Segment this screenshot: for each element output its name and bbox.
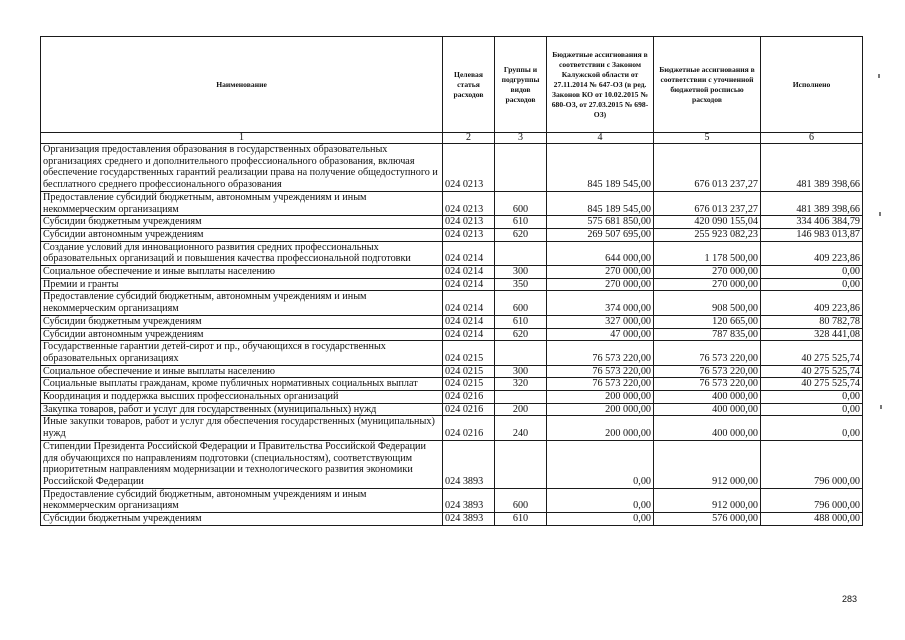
row-name: Предоставление субсидий бюджетным, автономным учреждениям и иным некоммерческим организациям (41, 191, 443, 215)
row-target-article: 024 0213 (443, 144, 495, 192)
row-name: Государственные гарантии детей-сирот и пр., обучающихся в государственных образовательных организациях (41, 341, 443, 365)
row-target-article: 024 3893 (443, 440, 495, 488)
row-refined-amount: 270 000,00 (654, 266, 761, 279)
row-law-amount: 327 000,00 (547, 315, 654, 328)
column-number: 1 (41, 133, 443, 144)
row-executed-amount: 40 275 525,74 (761, 378, 863, 391)
row-name: Закупка товаров, работ и услуг для государственных (муниципальных) нужд (41, 403, 443, 416)
row-target-article: 024 0213 (443, 191, 495, 215)
row-law-amount: 270 000,00 (547, 278, 654, 291)
row-name: Координация и поддержка высших профессиональных организаций (41, 391, 443, 404)
table-row (41, 278, 863, 291)
row-law-amount: 76 573 220,00 (547, 341, 654, 365)
row-law-amount: 200 000,00 (547, 391, 654, 404)
budget-execution-table (40, 36, 863, 526)
row-name: Иные закупки товаров, работ и услуг для обеспечения государственных (муниципальных) нужд (41, 416, 443, 440)
row-law-amount: 575 681 850,00 (547, 216, 654, 229)
row-refined-amount: 787 835,00 (654, 328, 761, 341)
row-executed-amount: 0,00 (761, 391, 863, 404)
row-executed-amount: 146 983 013,87 (761, 228, 863, 241)
row-name: Субсидии бюджетным учреждениям (41, 315, 443, 328)
row-name: Социальное обеспечение и иные выплаты населению (41, 365, 443, 378)
table-row (41, 513, 863, 526)
row-refined-amount: 400 000,00 (654, 416, 761, 440)
row-expense-group: 610 (495, 216, 547, 229)
row-refined-amount: 400 000,00 (654, 391, 761, 404)
row-expense-group: 620 (495, 328, 547, 341)
row-refined-amount: 908 500,00 (654, 291, 761, 315)
row-name: Социальное обеспечение и иные выплаты населению (41, 266, 443, 279)
row-law-amount: 644 000,00 (547, 241, 654, 265)
row-expense-group: 320 (495, 378, 547, 391)
row-name: Предоставление субсидий бюджетным, автономным учреждениям и иным некоммерческим организациям (41, 291, 443, 315)
row-name: Субсидии бюджетным учреждениям (41, 216, 443, 229)
margin-mark (878, 74, 880, 78)
row-name: Субсидии автономным учреждениям (41, 328, 443, 341)
table-row (41, 378, 863, 391)
row-name: Стипендии Президента Российской Федерации и Правительства Российской Федерации для обучающихся по направлениям подготовки (специальностям), соответствующим приоритетным направлениям модернизации и технологического развития экономики Российской Федерации (41, 440, 443, 488)
row-target-article: 024 0214 (443, 328, 495, 341)
row-refined-amount: 420 090 155,04 (654, 216, 761, 229)
column-number: 5 (654, 133, 761, 144)
row-expense-group: 300 (495, 365, 547, 378)
table-row (41, 191, 863, 215)
row-name: Субсидии автономным учреждениям (41, 228, 443, 241)
row-name: Организация предоставления образования в государственных образовательных организациях среднего и дополнительного профессионального образования, включая обеспечение государственных гарантий реализации права на получение общедоступного и бесплатного среднего профессионального образования (41, 144, 443, 192)
row-target-article: 024 0214 (443, 291, 495, 315)
row-expense-group (495, 241, 547, 265)
row-expense-group (495, 391, 547, 404)
column-number-row (41, 133, 863, 144)
row-expense-group: 600 (495, 291, 547, 315)
row-refined-amount: 76 573 220,00 (654, 378, 761, 391)
table-header (41, 37, 863, 133)
row-law-amount: 0,00 (547, 488, 654, 512)
row-expense-group: 610 (495, 513, 547, 526)
row-executed-amount: 0,00 (761, 266, 863, 279)
row-executed-amount: 481 389 398,66 (761, 191, 863, 215)
row-expense-group: 600 (495, 488, 547, 512)
table-row (41, 403, 863, 416)
row-executed-amount: 0,00 (761, 278, 863, 291)
table-row (41, 144, 863, 192)
row-refined-amount: 76 573 220,00 (654, 365, 761, 378)
row-expense-group: 200 (495, 403, 547, 416)
row-target-article: 024 0215 (443, 341, 495, 365)
row-target-article: 024 0215 (443, 378, 495, 391)
row-executed-amount: 488 000,00 (761, 513, 863, 526)
row-executed-amount: 334 406 384,79 (761, 216, 863, 229)
table-body (41, 133, 863, 526)
row-target-article: 024 0213 (443, 216, 495, 229)
row-expense-group: 620 (495, 228, 547, 241)
row-target-article: 024 0214 (443, 266, 495, 279)
row-refined-amount: 912 000,00 (654, 488, 761, 512)
column-number: 6 (761, 133, 863, 144)
row-expense-group: 300 (495, 266, 547, 279)
row-refined-amount: 676 013 237,27 (654, 191, 761, 215)
row-expense-group: 350 (495, 278, 547, 291)
column-number: 3 (495, 133, 547, 144)
table-row (41, 440, 863, 488)
row-refined-amount: 76 573 220,00 (654, 341, 761, 365)
table-row (41, 266, 863, 279)
header-law-appropriations: Бюджетные ассигнования в соответствии с Законом Калужской области от 27.11.2014 № 647-ОЗ (в ред. Законов КО от 10.02.2015 № 680-ОЗ, от 27.03.2015 № 698-ОЗ) (547, 37, 654, 133)
row-executed-amount: 80 782,78 (761, 315, 863, 328)
row-law-amount: 269 507 695,00 (547, 228, 654, 241)
row-executed-amount: 796 000,00 (761, 488, 863, 512)
margin-mark (879, 212, 881, 216)
row-law-amount: 845 189 545,00 (547, 144, 654, 192)
row-refined-amount: 912 000,00 (654, 440, 761, 488)
row-executed-amount: 0,00 (761, 403, 863, 416)
row-target-article: 024 0214 (443, 278, 495, 291)
column-number: 4 (547, 133, 654, 144)
table-row (41, 328, 863, 341)
row-law-amount: 845 189 545,00 (547, 191, 654, 215)
table-row (41, 291, 863, 315)
row-refined-amount: 576 000,00 (654, 513, 761, 526)
row-refined-amount: 1 178 500,00 (654, 241, 761, 265)
row-law-amount: 374 000,00 (547, 291, 654, 315)
header-target-article: Целевая статья расходов (443, 37, 495, 133)
column-number: 2 (443, 133, 495, 144)
table-row (41, 315, 863, 328)
row-expense-group (495, 144, 547, 192)
row-refined-amount: 270 000,00 (654, 278, 761, 291)
row-executed-amount: 40 275 525,74 (761, 341, 863, 365)
row-refined-amount: 676 013 237,27 (654, 144, 761, 192)
row-law-amount: 0,00 (547, 440, 654, 488)
row-law-amount: 0,00 (547, 513, 654, 526)
row-expense-group: 610 (495, 315, 547, 328)
row-name: Субсидии бюджетным учреждениям (41, 513, 443, 526)
table-row (41, 391, 863, 404)
row-executed-amount: 0,00 (761, 416, 863, 440)
row-target-article: 024 0213 (443, 228, 495, 241)
row-law-amount: 200 000,00 (547, 403, 654, 416)
row-refined-amount: 255 923 082,23 (654, 228, 761, 241)
row-executed-amount: 481 389 398,66 (761, 144, 863, 192)
row-target-article: 024 0216 (443, 391, 495, 404)
table-row (41, 228, 863, 241)
row-executed-amount: 796 000,00 (761, 440, 863, 488)
row-executed-amount: 328 441,08 (761, 328, 863, 341)
row-name: Премии и гранты (41, 278, 443, 291)
row-name: Предоставление субсидий бюджетным, автономным учреждениям и иным некоммерческим организациям (41, 488, 443, 512)
row-executed-amount: 409 223,86 (761, 291, 863, 315)
row-target-article: 024 0214 (443, 241, 495, 265)
row-expense-group (495, 341, 547, 365)
row-target-article: 024 0214 (443, 315, 495, 328)
table-row (41, 241, 863, 265)
row-name: Социальные выплаты гражданам, кроме публичных нормативных социальных выплат (41, 378, 443, 391)
row-executed-amount: 409 223,86 (761, 241, 863, 265)
row-executed-amount: 40 275 525,74 (761, 365, 863, 378)
row-law-amount: 270 000,00 (547, 266, 654, 279)
row-target-article: 024 0215 (443, 365, 495, 378)
row-target-article: 024 0216 (443, 416, 495, 440)
row-refined-amount: 400 000,00 (654, 403, 761, 416)
row-expense-group (495, 440, 547, 488)
table-row (41, 341, 863, 365)
row-law-amount: 76 573 220,00 (547, 378, 654, 391)
table-row (41, 416, 863, 440)
header-refined-appropriations: Бюджетные ассигнования в соответствии с уточненной бюджетной росписью расходов (654, 37, 761, 133)
row-law-amount: 200 000,00 (547, 416, 654, 440)
row-target-article: 024 3893 (443, 513, 495, 526)
table-row (41, 488, 863, 512)
table-row (41, 216, 863, 229)
row-expense-group: 600 (495, 191, 547, 215)
row-name: Создание условий для инновационного развития средних профессиональных образовательных организаций и повышения качества профессиональной подготовки (41, 241, 443, 265)
row-target-article: 024 3893 (443, 488, 495, 512)
row-target-article: 024 0216 (443, 403, 495, 416)
header-executed: Исполнено (761, 37, 863, 133)
table-row (41, 365, 863, 378)
row-law-amount: 76 573 220,00 (547, 365, 654, 378)
header-name: Наименование (41, 37, 443, 133)
row-law-amount: 47 000,00 (547, 328, 654, 341)
margin-mark (880, 405, 882, 409)
row-expense-group: 240 (495, 416, 547, 440)
row-refined-amount: 120 665,00 (654, 315, 761, 328)
header-expense-group: Группы и подгруппы видов расходов (495, 37, 547, 133)
page-number: 283 (842, 594, 858, 604)
